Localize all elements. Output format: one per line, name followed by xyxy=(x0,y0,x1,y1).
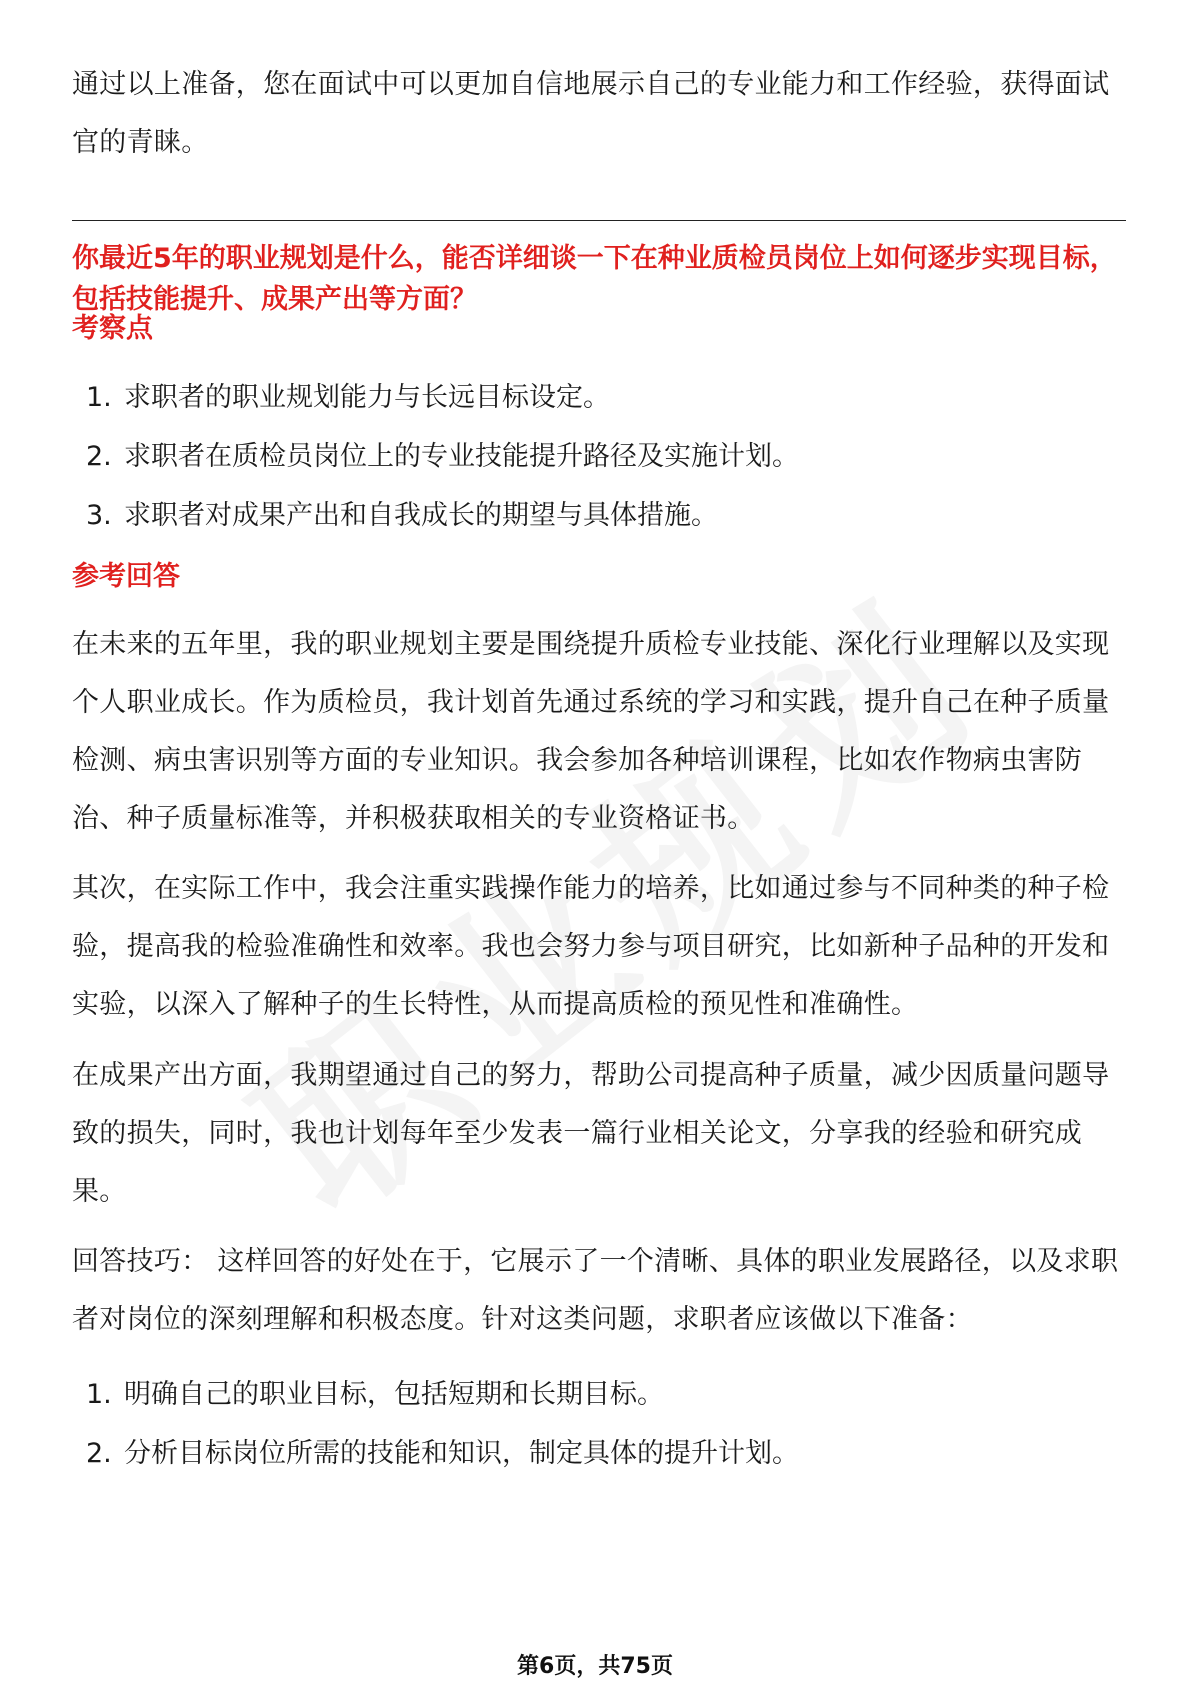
list-item-text: 明确自己的职业目标，包括短期和长期目标。 xyxy=(124,1379,664,1410)
list-item xyxy=(72,1424,1126,1483)
list-item-number: 3. xyxy=(86,500,112,531)
answer-paragraph-3: 在成果产出方面，我期望通过自己的努力，帮助公司提高种子质量，减少因质量问题导致的损失，同时，我也计划每年至少发表一篇行业相关论文，分享我的经验和研究成果。 xyxy=(72,1060,1110,1207)
list-item-text: 求职者在质检员岗位上的专业技能提升路径及实施计划。 xyxy=(124,441,799,472)
list-item-number: 1. xyxy=(86,1379,112,1410)
section-divider xyxy=(72,220,1126,221)
list-item-text: 求职者的职业规划能力与长远目标设定。 xyxy=(124,382,610,413)
list-item xyxy=(72,486,1126,545)
points-list xyxy=(72,368,1126,545)
list-item-number: 1. xyxy=(86,382,112,413)
answer-tips-paragraph: 回答技巧： 这样回答的好处在于，它展示了一个清晰、具体的职业发展路径，以及求职者对岗位的深刻理解和积极态度。针对这类问题，求职者应该做以下准备： xyxy=(72,1246,1119,1335)
list-item xyxy=(72,1365,1126,1424)
intro-paragraph: 通过以上准备，您在面试中可以更加自信地展示自己的专业能力和工作经验，获得面试官的青睐。 xyxy=(72,69,1110,158)
list-item xyxy=(72,427,1126,486)
list-item-text: 求职者对成果产出和自我成长的期望与具体措施。 xyxy=(124,500,718,531)
list-item-number: 2. xyxy=(86,1438,112,1469)
points-title: 考察点 xyxy=(72,313,153,344)
question-heading: 你最近5年的职业规划是什么，能否详细谈一下在种业质检员岗位上如何逐步实现目标，包括技能提升、成果产出等方面？ xyxy=(72,243,1117,315)
answer-paragraph-1: 在未来的五年里，我的职业规划主要是围绕提升质检专业技能、深化行业理解以及实现个人职业成长。作为质检员，我计划首先通过系统的学习和实践，提升自己在种子质量检测、病虫害识别等方面的专业知识。我会参加各种培训课程，比如农作物病虫害防治、种子质量标准等，并积极获取相关的专业资格证书。 xyxy=(72,629,1110,834)
list-item-number: 2. xyxy=(86,441,112,472)
list-item xyxy=(72,368,1126,427)
answer-paragraph-2: 其次，在实际工作中，我会注重实践操作能力的培养，比如通过参与不同种类的种子检验，提高我的检验准确性和效率。我也会努力参与项目研究，比如新种子品种的开发和实验，以深入了解种子的生长特性，从而提高质检的预见性和准确性。 xyxy=(72,873,1110,1020)
answer-title: 参考回答 xyxy=(72,561,180,592)
page-number: 第6页，共75页 xyxy=(517,1654,673,1679)
tips-list xyxy=(72,1365,1126,1483)
list-item-text: 分析目标岗位所需的技能和知识，制定具体的提升计划。 xyxy=(124,1438,799,1469)
